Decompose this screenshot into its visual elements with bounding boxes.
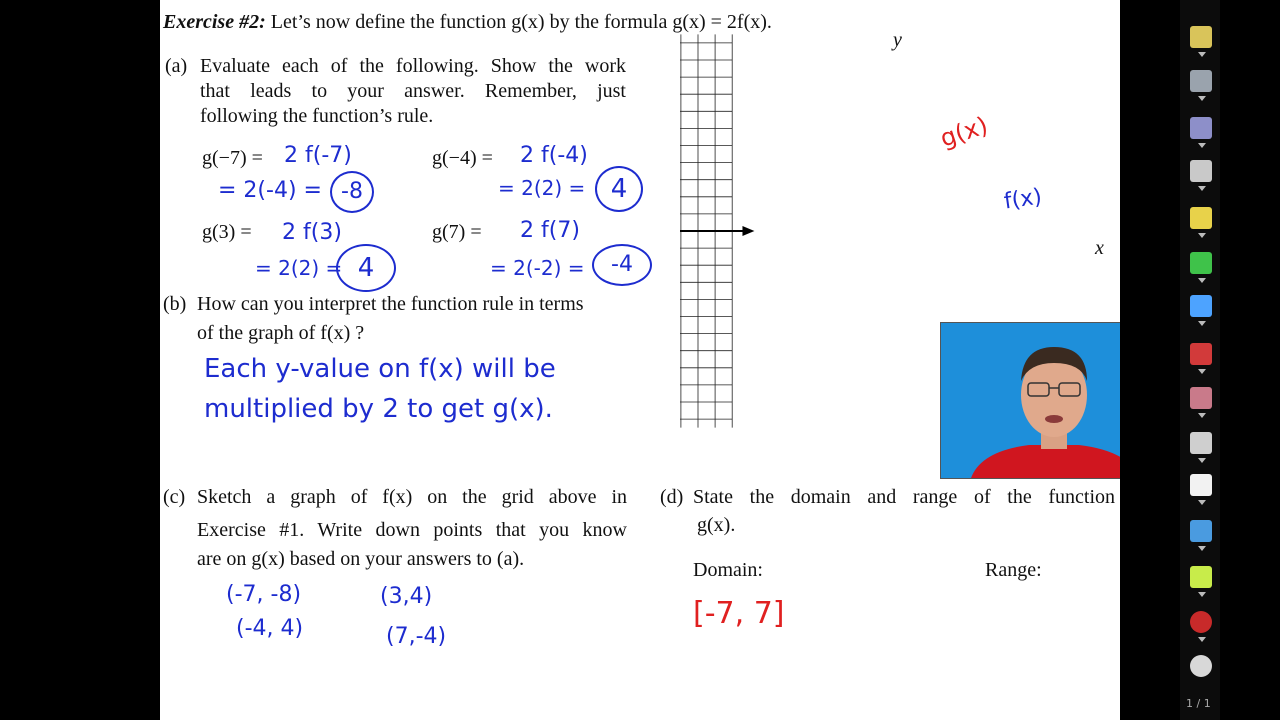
part-b-label: (b) [163, 293, 187, 315]
record-icon[interactable] [1190, 611, 1212, 633]
hw-b-line2: multiplied by 2 to get g(x). [204, 394, 553, 424]
part-d-line1: State the domain and range of the function [693, 486, 1115, 508]
hw-a1-answer: -8 [330, 171, 374, 213]
eval-g-neg4: g(−4) = [432, 147, 493, 169]
graph-g-label: g(x) [936, 111, 992, 153]
part-d-label: (d) [660, 486, 684, 508]
eval-g-3: g(3) = [202, 221, 252, 243]
part-c-line2: Exercise #1. Write down points that you know [197, 519, 627, 541]
exercise-intro: Let’s now define the function g(x) by the formula g(x) = 2f(x). [270, 11, 772, 33]
eval-g-7: g(7) = [432, 221, 482, 243]
part-c-line3: are on g(x) based on your answers to (a). [197, 548, 525, 570]
chevron-down-icon[interactable] [1198, 458, 1206, 463]
hw-c-point3: (-4, 4) [236, 616, 304, 641]
hw-a3-line1: 2 f(3) [282, 220, 342, 245]
hw-a2-answer: 4 [595, 166, 643, 212]
hw-a3-line2: = 2(2) = [255, 256, 343, 280]
part-b-line1: How can you interpret the function rule in terms [197, 293, 584, 315]
exercise-number: Exercise #2: [163, 11, 266, 33]
part-c-line1: Sketch a graph of f(x) on the grid above in [197, 486, 627, 508]
chevron-down-icon[interactable] [1198, 233, 1206, 238]
part-a-line1: Evaluate each of the following. Show the work [200, 55, 626, 77]
part-a-line2: that leads to your answer. Remember, just [200, 80, 626, 102]
range-label: Range: [985, 559, 1042, 581]
eval-g-neg7: g(−7) = [202, 147, 263, 169]
hw-a4-line1: 2 f(7) [520, 218, 580, 243]
rectangle-fill-icon[interactable] [1190, 474, 1212, 496]
hw-c-point1: (-7, -8) [226, 582, 302, 607]
hw-a1-line1: 2 f(-7) [284, 143, 352, 168]
shapes-icon[interactable] [1190, 343, 1212, 365]
part-b-line2: of the graph of f(x) ? [197, 322, 365, 344]
part-a-label: (a) [165, 55, 188, 77]
green-marker-icon[interactable] [1190, 252, 1212, 274]
hw-domain-answer: [-7, 7] [693, 596, 785, 631]
part-d-line2: g(x). [697, 514, 736, 536]
select-icon[interactable] [1190, 432, 1212, 454]
save-icon[interactable] [1190, 70, 1212, 92]
domain-label: Domain: [693, 559, 763, 581]
chevron-down-icon[interactable] [1198, 321, 1206, 326]
pen-icon[interactable] [1190, 160, 1212, 182]
chevron-down-icon[interactable] [1198, 52, 1206, 57]
webcam-icon[interactable] [1190, 655, 1212, 677]
line-icon[interactable] [1190, 520, 1212, 542]
chevron-down-icon[interactable] [1198, 546, 1206, 551]
part-a-line3: following the function’s rule. [200, 105, 434, 127]
presenter-icon [941, 323, 1120, 478]
webcam-video[interactable] [940, 322, 1120, 479]
chevron-down-icon[interactable] [1198, 96, 1206, 101]
hw-a2-line1: 2 f(-4) [520, 143, 588, 168]
hw-a4-line2: = 2(-2) = [490, 256, 585, 280]
chevron-down-icon[interactable] [1198, 637, 1206, 642]
x-axis-label: x [1095, 237, 1104, 259]
hw-a1-line2: = 2(-4) = [218, 178, 322, 203]
eraser-icon[interactable] [1190, 387, 1212, 409]
chevron-down-icon[interactable] [1198, 413, 1206, 418]
color-fill-icon[interactable] [1190, 566, 1212, 588]
chevron-down-icon[interactable] [1198, 500, 1206, 505]
annotation-toolbar [1180, 0, 1220, 720]
hw-a3-answer: 4 [336, 244, 396, 292]
chevron-down-icon[interactable] [1198, 369, 1206, 374]
highlighter-icon[interactable] [1190, 207, 1212, 229]
worksheet-page [160, 0, 1120, 720]
star-icon[interactable] [1190, 26, 1212, 48]
x-axis-arrow [742, 226, 754, 236]
part-c-label: (c) [163, 486, 186, 508]
hw-c-point2: (3,4) [380, 584, 433, 609]
y-axis-label: y [893, 29, 902, 51]
chevron-down-icon[interactable] [1198, 186, 1206, 191]
page-indicator: 1 / 1 [1186, 697, 1211, 710]
chevron-down-icon[interactable] [1198, 143, 1206, 148]
hw-c-point4: (7,-4) [386, 624, 447, 649]
hw-b-line1: Each y-value on f(x) will be [204, 354, 556, 384]
pointer-icon[interactable] [1190, 117, 1212, 139]
hw-a2-line2: = 2(2) = [498, 176, 586, 200]
chevron-down-icon[interactable] [1198, 278, 1206, 283]
text-icon[interactable] [1190, 295, 1212, 317]
graph-f-label: f(x) [1002, 184, 1044, 215]
hw-a4-answer: -4 [592, 244, 652, 286]
chevron-down-icon[interactable] [1198, 592, 1206, 597]
